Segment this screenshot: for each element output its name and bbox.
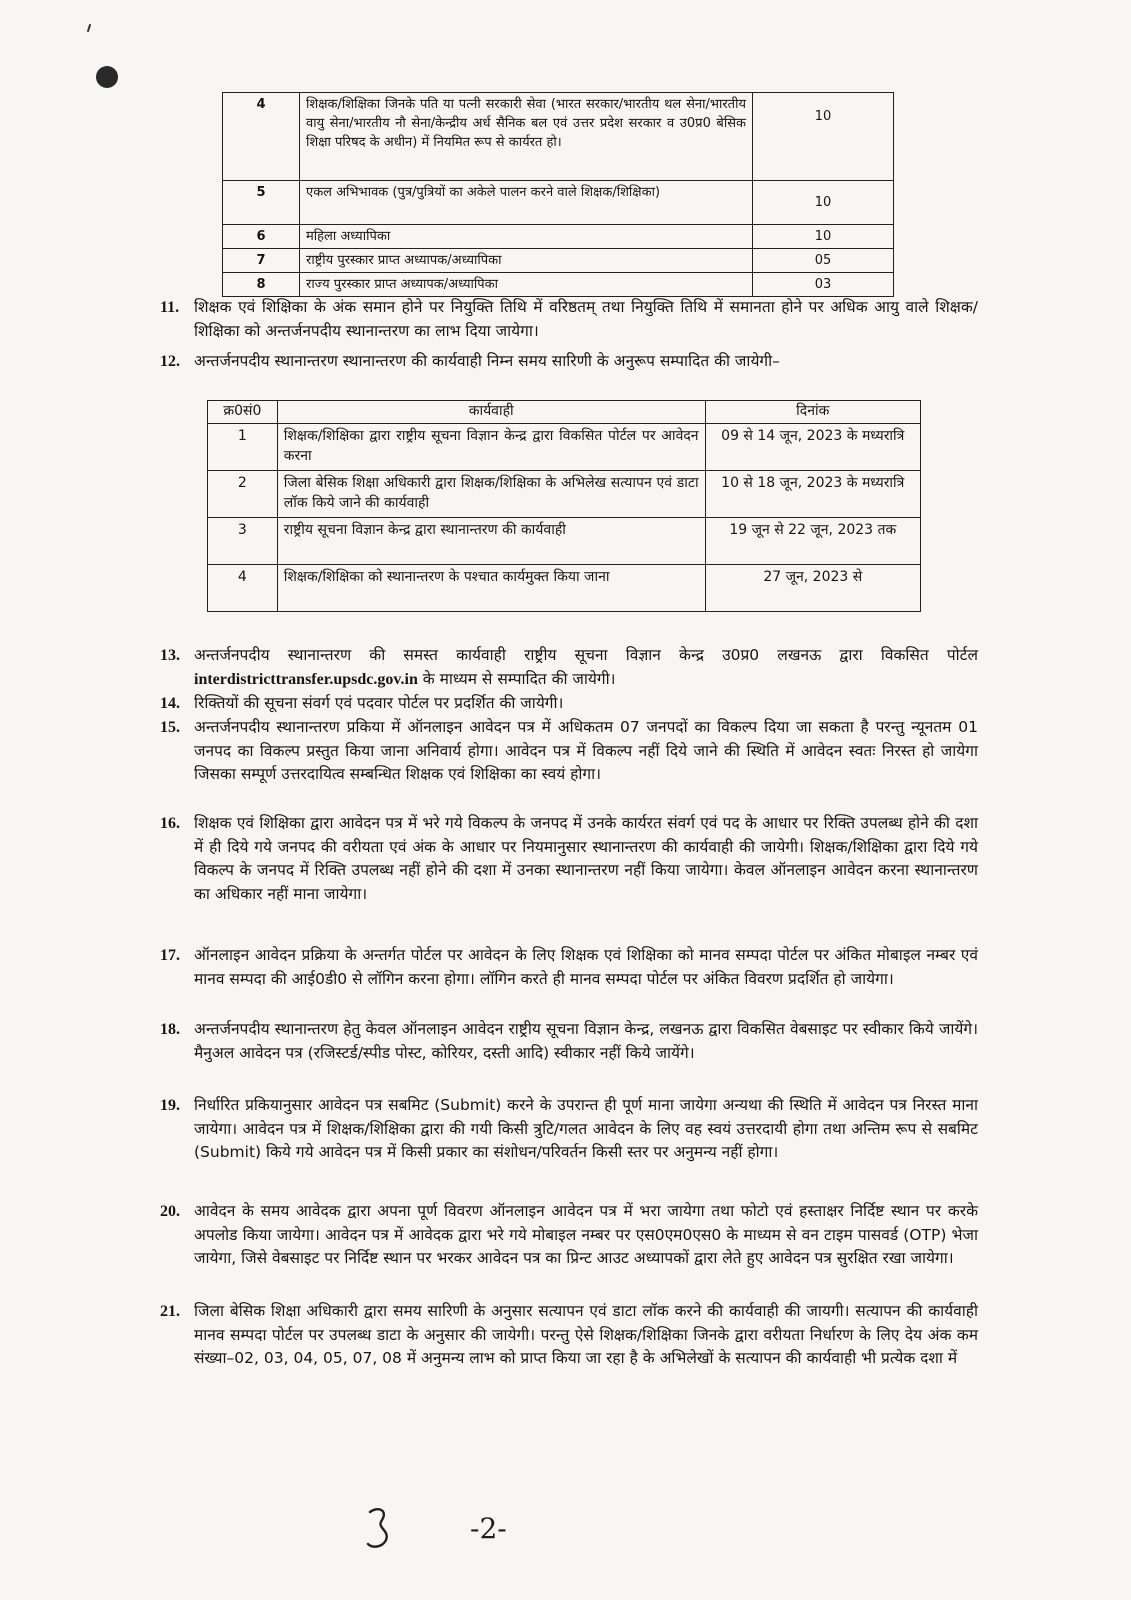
- criteria-sn: 8: [223, 273, 300, 297]
- table-row: [208, 424, 921, 471]
- schedule-action: राष्ट्रीय सूचना विज्ञान केन्द्र द्वारा स्थानान्तरण की कार्यवाही: [277, 518, 705, 565]
- paragraph-18: [160, 1018, 978, 1065]
- criteria-sn: 5: [223, 181, 300, 225]
- hole-punch-mark: [96, 66, 118, 88]
- criteria-desc: शिक्षक/शिक्षिका जिनके पति या पत्नी सरकारी सेवा (भारत सरकार/भारतीय थल सेना/भारतीय वायु सेना/भारतीय नौ सेना/केन्द्रीय अर्ध सैनिक बल एवं उत्तर प्रदेश सरकार व उ0प्र0 बेसिक शिक्षा परिषद के अधीन) में नियमित रूप से कार्यरत हो।: [300, 93, 753, 181]
- schedule-sn: 4: [208, 565, 278, 612]
- paragraph-11: [160, 296, 978, 343]
- schedule-date: 19 जून से 22 जून, 2023 तक: [705, 518, 920, 565]
- criteria-table: [222, 92, 894, 297]
- paragraph-14: [160, 692, 978, 716]
- paragraph-number: 18.: [160, 1021, 180, 1038]
- paragraph-21: [160, 1300, 978, 1371]
- paragraph-text: जिला बेसिक शिक्षा अधिकारी द्वारा समय सारिणी के अनुसार सत्यापन एवं डाटा लॉक करने की कार्यवाही की जायगी। सत्यापन की कार्यवाही मानव सम्पदा पोर्टल पर उपलब्ध डाटा के अनुसार की जायेगी। परन्तु ऐसे शिक्षक/शिक्षिका जिनके द्वारा वरीयता निर्धारण के लिए देय अंक कम संख्या–02, 03, 04, 05, 07, 08 में अनुमन्य लाभ को प्राप्त किया जा रहा है के अभिलेखों के सत्यापन की कार्यवाही भी प्रत्येक दशा में: [194, 1302, 978, 1367]
- paragraph-number: 21.: [160, 1303, 180, 1320]
- table-row: [208, 518, 921, 565]
- paragraph-text: [160, 644, 978, 691]
- criteria-points: 10: [753, 181, 894, 225]
- table-row: [223, 93, 894, 181]
- criteria-desc: महिला अध्यापिका: [300, 225, 753, 249]
- criteria-sn: 4: [223, 93, 300, 181]
- paragraph-number: 11.: [160, 299, 180, 316]
- paragraph-number: 12.: [160, 353, 180, 370]
- table-row: [223, 225, 894, 249]
- table-header-row: [208, 401, 921, 424]
- schedule-sn: 1: [208, 424, 278, 471]
- criteria-points: 03: [753, 273, 894, 297]
- criteria-points: 10: [753, 93, 894, 181]
- paragraph-text: अन्तर्जनपदीय स्थानान्तरण हेतु केवल ऑनलाइन आवेदन राष्ट्रीय सूचना विज्ञान केन्द्र, लखनऊ द्वारा विकसित वेबसाइट पर स्वीकार किये जायेंगे। मैनुअल आवेदन पत्र (रजिस्टर्ड/स्पीड पोस्ट, कोरियर, दस्ती आदि) स्वीकार नहीं किये जायेंगे।: [194, 1020, 978, 1062]
- criteria-desc: एकल अभिभावक (पुत्र/पुत्रियों का अकेले पालन करने वाले शिक्षक/शिक्षिका): [300, 181, 753, 225]
- header-action: कार्यवाही: [277, 401, 705, 424]
- handwritten-mark: [364, 1504, 396, 1552]
- table-row: [208, 471, 921, 518]
- paragraph-text-part: के माध्यम से सम्पादित की जायेगी।: [417, 669, 616, 688]
- schedule-date: 09 से 14 जून, 2023 के मध्यरात्रि: [705, 424, 920, 471]
- schedule-action: जिला बेसिक शिक्षा अधिकारी द्वारा शिक्षक/शिक्षिका के अभिलेख सत्यापन एवं डाटा लॉक किये जाने की कार्यवाही: [277, 471, 705, 518]
- header-sn: क्र0सं0: [208, 401, 278, 424]
- criteria-points: 05: [753, 249, 894, 273]
- paragraph-text: ऑनलाइन आवेदन प्रक्रिया के अन्तर्गत पोर्टल पर आवेदन के लिए शिक्षक एवं शिक्षिका को मानव सम्पदा पोर्टल पर अंकित मोबाइल नम्बर एवं मानव सम्पदा की आई0डी0 से लॉगिन करना होगा। लॉगिन करते ही मानव सम्पदा पोर्टल पर अंकित विवरण प्रदर्शित हो जायेगा।: [194, 946, 978, 988]
- paragraph-number: 17.: [160, 947, 180, 964]
- schedule-sn: 3: [208, 518, 278, 565]
- paragraph-12: [160, 350, 978, 374]
- paragraph-text: अन्तर्जनपदीय स्थानान्तरण प्रकिया में ऑनलाइन आवेदन पत्र में अधिकतम 07 जनपदों का विकल्प दिया जा सकता है परन्तु न्यूनतम 01 जनपद का विकल्प प्रस्तुत किया जाना अनिवार्य होगा। आवेदन पत्र में विकल्प नहीं दिये जाने की स्थिति में आवेदन स्वतः निरस्त हो जायेगा जिसका सम्पूर्ण उत्तरदायित्व सम्बन्धित शिक्षक एवं शिक्षिका का स्वयं होगा।: [194, 718, 978, 783]
- criteria-desc: राष्ट्रीय पुरस्कार प्राप्त अध्यापक/अध्यापिका: [300, 249, 753, 273]
- paragraph-number: 16.: [160, 815, 180, 832]
- paragraph-text: रिक्तियों की सूचना संवर्ग एवं पदवार पोर्टल पर प्रदर्शित की जायेगी।: [194, 694, 564, 712]
- paragraph-number: 14.: [160, 695, 180, 712]
- paragraph-text: शिक्षक एवं शिक्षिका के अंक समान होने पर नियुक्ति तिथि में वरिष्ठतम् तथा नियुक्ति तिथि में समानता होने पर अधिक आयु वाले शिक्षक/शिक्षिका को अन्तर्जनपदीय स्थानान्तरण का लाभ दिया जायेगा।: [194, 298, 978, 340]
- paragraph-number: 13.: [160, 647, 180, 664]
- page-number: -2-: [470, 1512, 507, 1545]
- portal-url: interdistricttransfer.upsdc.gov.in: [194, 670, 418, 688]
- table-row: [208, 565, 921, 612]
- criteria-desc: राज्य पुरस्कार प्राप्त अध्यापक/अध्यापिका: [300, 273, 753, 297]
- table-row: [223, 273, 894, 297]
- stray-mark: [87, 24, 91, 32]
- criteria-sn: 7: [223, 249, 300, 273]
- schedule-action: शिक्षक/शिक्षिका द्वारा राष्ट्रीय सूचना विज्ञान केन्द्र द्वारा विकसित पोर्टल पर आवेदन करना: [277, 424, 705, 471]
- paragraph-text: आवेदन के समय आवेदक द्वारा अपना पूर्ण विवरण ऑनलाइन आवेदन पत्र में भरा जायेगा तथा फोटो एवं हस्ताक्षर निर्दिष्ट स्थान पर करके अपलोड किया जायेगा। आवेदन पत्र में आवेदक द्वारा भरे गये मोबाइल नम्बर पर एस0एम0एस0 के माध्यम से वन टाइम पासवर्ड (OTP) भेजा जायेगा, जिसे वेबसाइट पर निर्दिष्ट स्थान पर भरकर आवेदन पत्र का प्रिन्ट आउट अध्यापकों द्वारा लेते हुए आवेदन पत्र सुरक्षित रखा जायेगा।: [194, 1202, 978, 1267]
- paragraph-number: 19.: [160, 1097, 180, 1114]
- paragraph-15: [160, 716, 978, 787]
- paragraph-17: [160, 944, 978, 991]
- paragraph-text-part: अन्तर्जनपदीय स्थानान्तरण की समस्त कार्यवाही राष्ट्रीय सूचना विज्ञान केन्द्र उ0प्र0 लखनऊ द्वारा विकसित पोर्टल: [194, 646, 978, 664]
- paragraph-number: 20.: [160, 1203, 180, 1220]
- schedule-sn: 2: [208, 471, 278, 518]
- paragraph-19: [160, 1094, 978, 1165]
- criteria-sn: 6: [223, 225, 300, 249]
- paragraph-text: अन्तर्जनपदीय स्थानान्तरण स्थानान्तरण की कार्यवाही निम्न समय सारिणी के अनुरूप सम्पादित की जायेगी–: [194, 352, 780, 370]
- paragraph-13: [160, 644, 978, 691]
- schedule-date: 10 से 18 जून, 2023 के मध्यरात्रि: [705, 471, 920, 518]
- header-date: दिनांक: [705, 401, 920, 424]
- paragraph-text: शिक्षक एवं शिक्षिका द्वारा आवेदन पत्र में भरे गये विकल्प के जनपद में उनके कार्यरत संवर्ग एवं पद के आधार पर रिक्ति उपलब्ध होने की दशा में ही दिये गये जनपद की वरीयता एवं अंक के आधार पर नियमानुसार स्थानान्तरण की कार्यवाही की जायेगी। शिक्षक/शिक्षिका द्वारा दिये गये विकल्प के जनपद में रिक्ति उपलब्ध नहीं होने की दशा में उनका स्थानान्तरण नहीं किया जायेगा। केवल ऑनलाइन आवेदन करना स्थानान्तरण का अधिकार नहीं माना जायेगा।: [194, 814, 978, 903]
- paragraph-20: [160, 1200, 978, 1271]
- paragraph-16: [160, 812, 978, 906]
- table-row: [223, 249, 894, 273]
- paragraph-number: 15.: [160, 719, 180, 736]
- schedule-action: शिक्षक/शिक्षिका को स्थानान्तरण के पश्चात कार्यमुक्त किया जाना: [277, 565, 705, 612]
- paragraph-text: निर्धारित प्रकियानुसार आवेदन पत्र सबमिट (Submit) करने के उपरान्त ही पूर्ण माना जायेगा अन्यथा की स्थिति में आवेदन पत्र निरस्त माना जायेगा। आवेदन पत्र में शिक्षक/शिक्षिका द्वारा की गयी किसी त्रुटि/गलत आवेदन के लिए वह स्वयं उत्तरदायी होगा तथा अन्तिम रूप से सबमिट (Submit) किये गये आवेदन पत्र में किसी प्रकार का संशोधन/परिवर्तन किसी स्तर पर अनुमन्य नहीं होगा।: [194, 1096, 978, 1161]
- schedule-table: [207, 400, 921, 612]
- table-row: [223, 181, 894, 225]
- criteria-points: 10: [753, 225, 894, 249]
- schedule-date: 27 जून, 2023 से: [705, 565, 920, 612]
